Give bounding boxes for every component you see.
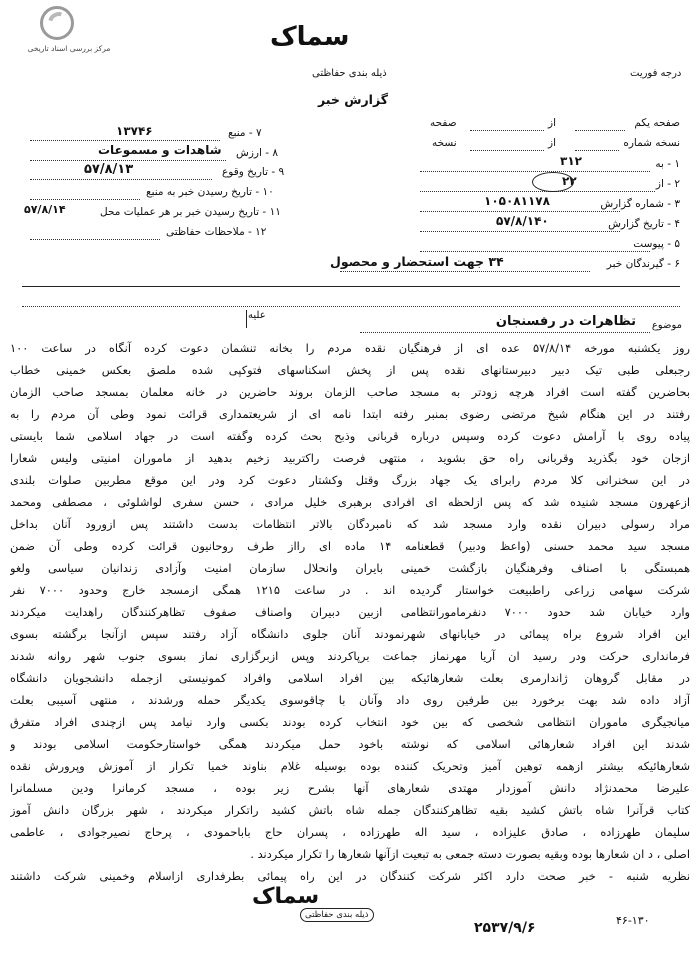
body-line: رفتند در این هنگام شیخ مرتضی رضوی بمنبر رفته ابتدا نامه ای از شریعتمداری قرائت نمود وطی آن مردم را به: [10, 407, 690, 421]
body-line: کتاب قرآنرا شاه باتش کشید بقیه تظاهرکنندگان جمله شاه باتش کشید راتکرار میکردند ، شهر بزرگان دانش آموز: [10, 803, 690, 817]
field-copy-label: نسخه شماره: [623, 137, 680, 149]
field-source-value: ۱۳۷۴۶: [116, 124, 153, 138]
header-rule-1: [22, 286, 680, 287]
body-line: پیاده روی با آرامش دعوت کرده وسپس درباره قربانی وذبح بحث کرده وگفته است در جهاد اسلامی شما بایستی: [10, 429, 690, 443]
body-line: مراد رسولی دبیران نقده وارد مسجد شد که نامبردگان بالاتر انتظامات بدست داشتند پس ازورود آنان بداخل: [10, 517, 690, 531]
body-line: شرکت سهامی زراعی راطبیعت خواستار گردیده اند . در ساعت ۱۲۱۵ همگی ازمسجد خارج وحدود ۷۰۰۰ نفر: [10, 583, 690, 597]
body-line: این افراد شروع براه پیمائی در خیابانهای شهرنمودند آنان جلوی دانشگاه آزاد رفتند سپس ازآنجا برگشته بسوی: [10, 627, 690, 641]
field-ops-received-label: ۱۱ - تاریخ رسیدن خبر بر هر عملیات محل: [100, 206, 281, 218]
body-line: شدند این افراد شعارهائی اسلامی که نوشته باخود حمل میکردند همگی خواستارحکومت اسلامی بودند و: [10, 737, 690, 751]
field-occurrence-date-value: ۵۷/۸/۱۳: [84, 162, 134, 177]
field-security-notes-label: ۱۲ - ملاحظات حفاظتی: [166, 226, 267, 238]
footer-stamp-label: ذیله بندی حفاظتی: [300, 908, 374, 922]
field-recipients-value: ۳۴ جهت استحضار و محصول: [330, 254, 504, 269]
body-line: اصلی ، د ان شعارها بوده وبقیه بصورت دسته جمعی به تبعیت ازآنها شعارها را تکرار میکردند .: [250, 847, 690, 861]
field-value-label: ۸ - ارزش: [236, 147, 278, 159]
field-occurrence-date-label: ۹ - تاریخ وقوع: [222, 166, 285, 178]
field-report-date-value: ۵۷/۸/۱۴۰: [496, 214, 549, 228]
field-from-value: ۲۲: [562, 174, 577, 188]
subject-text: تظاهرات در رفسنجان: [495, 314, 636, 329]
field-value-value: شاهدات و مسموعات: [98, 143, 222, 157]
field-copy-to: نسخه: [432, 137, 457, 149]
body-line: میانجیگری ماموران انتظامی شخصی که بین خود انتخاب کرده بودند بکسی وارد نیامد پس ازچندی افراد متفرق: [10, 715, 690, 729]
field-report-number-label: ۳ - شماره گزارش: [600, 198, 680, 210]
body-line: ازجان خود بگذرید وقربانی راه حق بشوید ، منتهی فرصت راکتربید زخیم بدهید از ماموران امنیتی ولیس شعارا: [10, 451, 690, 465]
body-line: آزاد داده شد بهت برخورد بین طرفین روی داد وآنان با چاقوسوی یکدیگر حمله ورشدند ، منتهی آسیبی بعلت: [10, 693, 690, 707]
body-line: شعارهائیکه بیشتر ازهمه توهین آمیز وتحریک کننده بوده بوسیله غلام بناوند خمیا تکرار از آموزش وپرورش نقده: [10, 759, 690, 773]
body-line: رجبعلی طبی تیک دبیر دبیرستانهای نقده پس از پخش اسکناسهای فتوکپی شده ملصق بعکس خمینی خطاب: [10, 363, 690, 377]
form-title: گزارش خبر: [318, 92, 389, 107]
body-line: علیرضا محمدنژاد دانش آموزدار مهتدی شعارهای آنها بشرح زیر بوده ، مسجد کرمانرا ودین مسلمانرا: [10, 781, 690, 795]
body-line: فرمانداری حرکت ودر رسید ان آریا مهرنماز جماعت برپاکردند وپس ازبرگزاری نماز بسوی جنوب شهر روانه شدند: [10, 649, 690, 663]
body-line: روز یکشنبه مورخه ۵۷/۸/۱۴ عده ای از فرهنگیان نقده مردم را بخانه تنشمان دعوت کرده آنگاه در ساعت ۱۰۰: [10, 341, 690, 355]
archive-logo: [8, 6, 130, 56]
body-line: وارد خیابان شد حدود ۷۰۰۰ دنفرمامورانتظامی ازبین دبیران واصناف صفوف تظاهرکنندگان راهدایت میکردند: [10, 605, 690, 619]
field-attachment-label: ۵ - پیوست: [633, 238, 680, 250]
priority-label: درجه فوریت: [630, 68, 682, 79]
archive-caption: مرکز بررسی اسناد تاریخی: [27, 44, 111, 53]
field-copy-from: از: [548, 137, 556, 149]
field-page-from: از: [548, 117, 556, 129]
body-line: در مقابل گروهان ژاندارمری بعلت شعارهائیکه بین افراد اسلامی وافراد کمونیستی ازجمله دانشجویان دانشگاه: [10, 671, 690, 685]
field-report-number-value: ۱۰۵۰۸۱۱۷۸: [484, 194, 550, 208]
field-from-label: ۲ - از: [655, 178, 680, 190]
header-top-mark: سماک: [270, 22, 350, 52]
body-line: ازعهرون مسجد شنیده شد که پس ازلحظه ای افرادی برهبری خلیل مرادی ، حسن سفری لواشلوئی ، مصطفی ومحمد: [10, 495, 690, 509]
side-note: علیه: [248, 310, 266, 321]
field-recipients-label: ۶ - گیرندگان خبر: [606, 258, 680, 270]
handwritten-circle-mark: [532, 172, 574, 192]
subject-label: موضوع: [651, 320, 682, 331]
field-page-label: صفحه یکم: [634, 117, 680, 129]
field-to-value: ۳۱۲: [560, 154, 582, 168]
body-line: در این سخنرانی کلا مردم رابرای یک جهاد بزرگ وقتل وکشتار دعوت کرد ودر این موقع مطربین صلوات بلندی: [10, 473, 690, 487]
body-line: بحاضرین گفته است افراد هرچه زودتر به مسجد صاحب الزمان بروند حاضرین در خانه معلمان بمسجد صاحب الزمان: [10, 385, 690, 399]
classification-dept: ذیله بندی حفاظتی: [312, 68, 387, 79]
footer-date: ۲۵۳۷/۹/۶: [474, 920, 536, 936]
field-source-label: ۷ - منبع: [228, 127, 262, 139]
field-ops-received-value: ۵۷/۸/۱۴: [24, 203, 66, 216]
body-line: همبستگی با اصناف وفرهنگیان بازگشت خمینی بایران وانحلال سازمان امنیت وآزادی زندانیان سیاسی ولغو: [10, 561, 690, 575]
footer-stamp-mark: سماک: [252, 884, 320, 909]
field-report-date-label: ۴ - تاریخ گزارش: [608, 218, 680, 230]
field-to-label: ۱ - به: [655, 158, 680, 170]
body-line: نظریه شنبه - خبر صحت دارد اکثر شرکت کنندگان در این راه پیمائی بطرفداری ازاسلام وخمینی شرکت داشتند: [10, 869, 690, 883]
footer-code: ۴۶-۱۳۰: [616, 914, 650, 927]
body-line: سلیمان طهرزاده ، صادق علیزاده ، سید اله طهرزاده ، پسران حاج باباحمودی ، پرحاج نصیرجوادی ، عاطمی: [10, 825, 690, 839]
header-rule-2: [22, 306, 680, 307]
body-line: مسجد سید محمد حسنی (واعظ ودبیر) قطعنامه ۱۴ ماده ای رااز طرف روحانیون قرائت کرده وطی آن ضمن: [10, 539, 690, 553]
field-page-to: صفحه: [430, 117, 457, 129]
field-source-received-label: ۱۰ - تاریخ رسیدن خبر به منبع: [146, 186, 274, 198]
